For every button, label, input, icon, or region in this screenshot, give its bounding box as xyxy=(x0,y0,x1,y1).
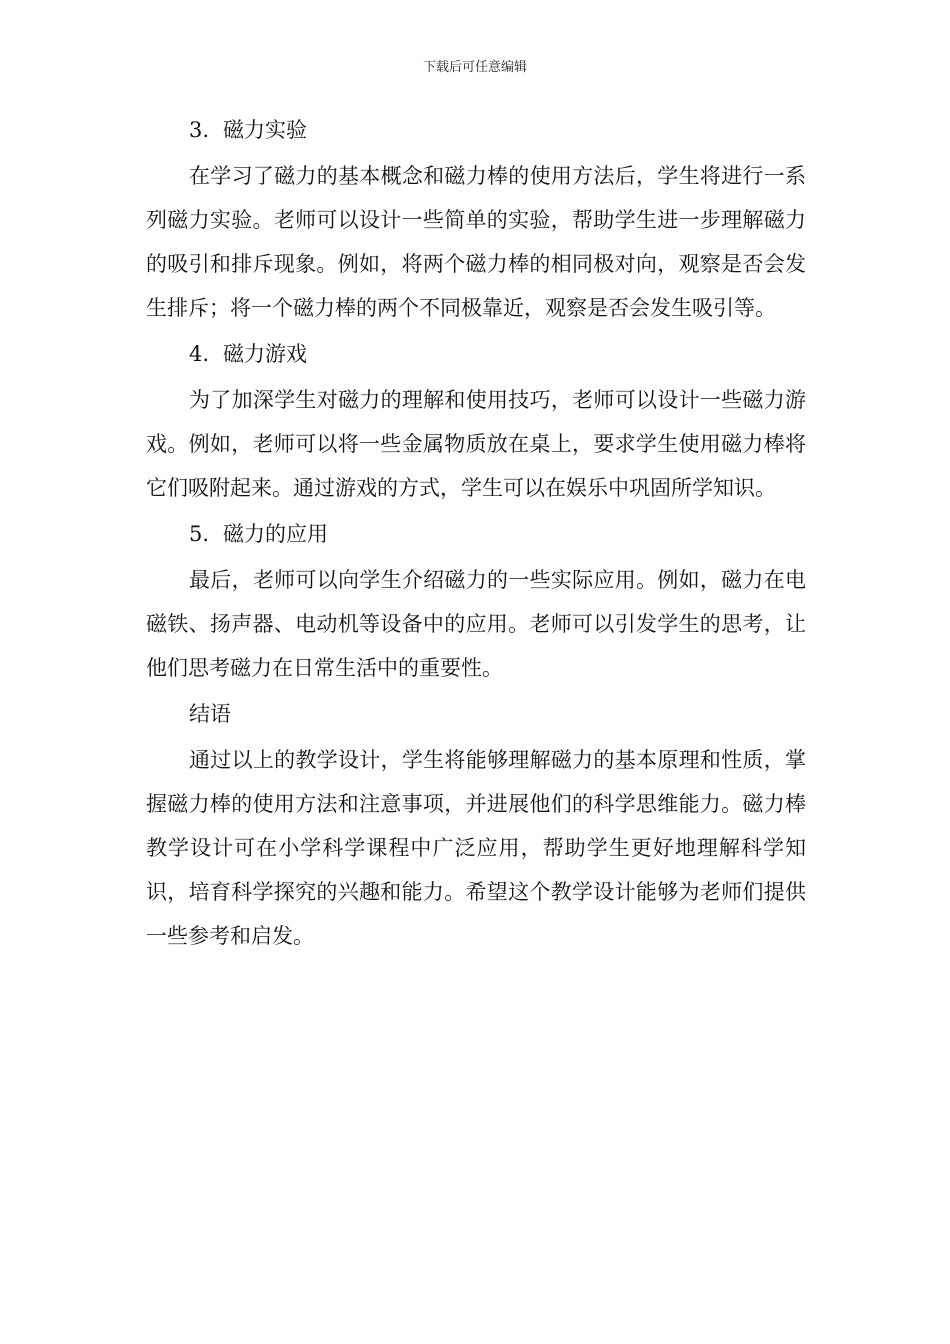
conclusion-heading xyxy=(146,692,806,736)
conclusion-paragraph: 通过以上的教学设计，学生将能够理解磁力的基本原理和性质，掌握磁力棒的使用方法和注意事项，并进展他们的科学思维能力。磁力棒教学设计可在小学科学课程中广泛应用，帮助学生更好地理解科学知识，培育科学探究的兴趣和能力。希望这个教学设计能够为老师们提供一些参考和启发。 xyxy=(146,748,806,948)
section-heading-4 xyxy=(146,332,806,376)
document-body xyxy=(146,108,806,958)
section-title: 磁力的应用 xyxy=(223,522,328,546)
section-heading-3 xyxy=(146,108,806,152)
section-number: 5. xyxy=(189,522,210,546)
conclusion-title: 结语 xyxy=(189,702,231,726)
section-heading-5 xyxy=(146,512,806,556)
section-number: 3. xyxy=(189,118,210,142)
section-title: 磁力游戏 xyxy=(223,342,307,366)
section-number: 4. xyxy=(189,342,210,366)
section-title: 磁力实验 xyxy=(223,118,307,142)
section-paragraph-3: 在学习了磁力的基本概念和磁力棒的使用方法后，学生将进行一系列磁力实验。老师可以设计一些简单的实验，帮助学生进一步理解磁力的吸引和排斥现象。例如，将两个磁力棒的相同极对向，观察是否会发生排斥；将一个磁力棒的两个不同极靠近，观察是否会发生吸引等。 xyxy=(146,164,806,320)
section-paragraph-4: 为了加深学生对磁力的理解和使用技巧，老师可以设计一些磁力游戏。例如，老师可以将一些金属物质放在桌上，要求学生使用磁力棒将它们吸附起来。通过游戏的方式，学生可以在娱乐中巩固所学知识。 xyxy=(146,388,806,500)
section-paragraph-5: 最后，老师可以向学生介绍磁力的一些实际应用。例如，磁力在电磁铁、扬声器、电动机等设备中的应用。老师可以引发学生的思考，让他们思考磁力在日常生活中的重要性。 xyxy=(146,568,806,680)
page-header: 下载后可任意编辑 xyxy=(422,60,527,75)
